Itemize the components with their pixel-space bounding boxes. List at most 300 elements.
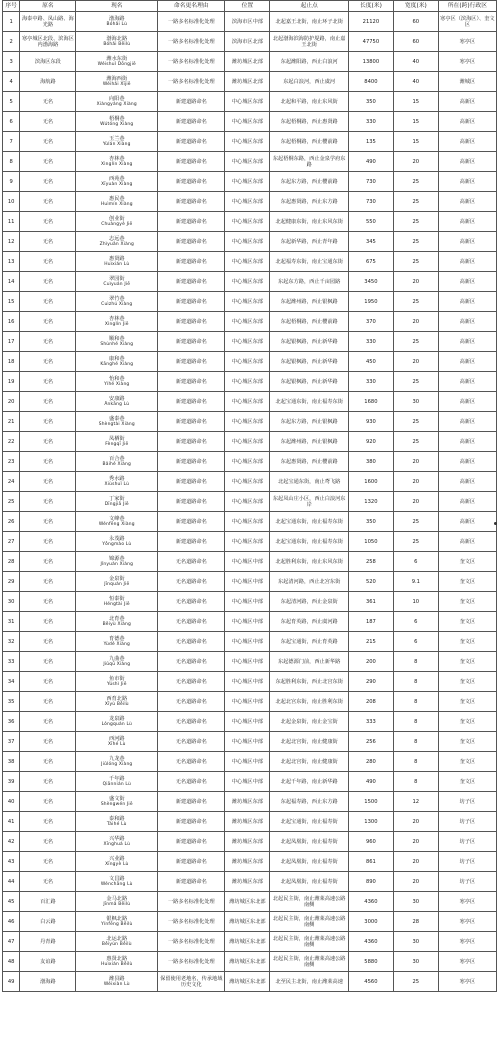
naming-reason-cell: 一路多名标准化处理 [158, 72, 225, 92]
current-name-pinyin: Wéixiàn Lù [103, 981, 130, 987]
header-cell: 位置 [225, 1, 270, 12]
current-name-hanzi: 翠园街 [109, 275, 125, 282]
current-name-hanzi: 秀水路 [109, 475, 125, 482]
current-name-pinyin: Xīyù Běilù [104, 701, 129, 707]
width-cell: 30 [393, 932, 438, 952]
current-name-cell [76, 772, 158, 792]
length-cell: 21120 [348, 12, 393, 32]
current-name-cell [76, 812, 158, 832]
current-name-pinyin: Huìxián Běilù [101, 961, 133, 967]
current-name-pinyin: Jīnquán Jiē [104, 581, 130, 587]
length-cell: 47750 [348, 32, 393, 52]
current-name-cell [76, 92, 158, 112]
naming-reason-cell: 一路多名标准化处理 [158, 932, 225, 952]
current-name-pinyin: Yǒngmào Lù [102, 541, 132, 547]
width-cell: 28 [393, 912, 438, 932]
original-name-cell: 无名 [20, 772, 76, 792]
location-cell: 中心城区中部 [225, 752, 270, 772]
start-end-cell: 北起宝通东街，南止福寿东街 [270, 512, 349, 532]
length-cell: 215 [348, 632, 393, 652]
naming-reason-cell: 新建道路命名 [158, 532, 225, 552]
start-end-cell: 北起福寿东街，南止宝通东街 [270, 252, 349, 272]
start-end-cell: 北起北宫东街，南止胜利东街 [270, 692, 349, 712]
row-number-cell: 49 [3, 972, 20, 992]
naming-reason-cell: 新建道路命名 [158, 512, 225, 532]
row-number-cell: 6 [3, 112, 20, 132]
current-name-cell [76, 872, 158, 892]
current-name-hanzi: 怡和巷 [109, 375, 125, 382]
header-cell: 所在(跨)行政区 [438, 1, 496, 12]
current-name-hanzi: 九龙巷 [109, 755, 125, 762]
current-name-pinyin: Yùlán Xiàng [102, 141, 131, 147]
row-number-cell: 3 [3, 52, 20, 72]
length-cell: 1050 [348, 532, 393, 552]
width-cell: 20 [393, 352, 438, 372]
start-end-cell: 东起东方路，西止银枫路 [270, 412, 349, 432]
start-end-cell: 东起德源门前，西止新华路 [270, 652, 349, 672]
row-number-cell: 46 [3, 912, 20, 932]
start-end-cell: 东起白浪河，西止虞河 [270, 72, 349, 92]
start-end-cell: 东起银枫路，西止新华路 [270, 352, 349, 372]
current-name-pinyin: Xīngyè Lù [105, 861, 129, 867]
table-row [3, 212, 497, 232]
current-name-hanzi: 梧桐巷 [109, 115, 125, 122]
width-cell: 20 [393, 872, 438, 892]
current-name-cell [76, 232, 158, 252]
length-cell: 1680 [348, 392, 393, 412]
length-cell: 450 [348, 352, 393, 372]
current-name-hanzi: 康和巷 [109, 355, 125, 362]
current-name-cell [76, 792, 158, 812]
current-name-cell [76, 592, 158, 612]
current-name-pinyin: Lóngquán Lù [101, 721, 132, 727]
district-cell: 寒亭区（滨海区）、奎文区 [438, 12, 496, 32]
length-cell: 1950 [348, 292, 393, 312]
naming-reason-cell: 无名道路命名 [158, 592, 225, 612]
table-row [3, 752, 497, 772]
naming-reason-cell: 无名道路命名 [158, 632, 225, 652]
start-end-cell: 东起东方路，西止千亩园路 [270, 272, 349, 292]
district-cell: 寒亭区 [438, 892, 496, 912]
current-name-pinyin: Jiǔlóng Xiàng [101, 761, 133, 767]
current-name-hanzi: 银枫北路 [106, 915, 128, 922]
current-name-pinyin: Yúshì Jiē [106, 681, 127, 687]
current-name-hanzi: 向阳巷 [109, 95, 125, 102]
current-name-cell [76, 852, 158, 872]
district-cell: 坊子区 [438, 872, 496, 892]
current-name-pinyin: Tàihé Lù [106, 821, 127, 827]
length-cell: 1300 [348, 812, 393, 832]
original-name-cell: 无名 [20, 812, 76, 832]
naming-reason-cell: 新建道路命名 [158, 792, 225, 812]
current-name-pinyin: Jǐnyuán Xiàng [100, 561, 134, 567]
district-cell: 高新区 [438, 192, 496, 212]
naming-reason-cell: 新建道路命名 [158, 352, 225, 372]
original-name-cell: 无名 [20, 92, 76, 112]
naming-reason-cell: 新建道路命名 [158, 112, 225, 132]
current-name-hanzi: 九曲巷 [109, 655, 125, 662]
width-cell: 30 [393, 892, 438, 912]
original-name-cell: 无名 [20, 492, 76, 512]
original-name-cell: 无名 [20, 352, 76, 372]
district-cell: 坊子区 [438, 832, 496, 852]
current-name-pinyin: Xiàngyáng Xiàng [96, 101, 137, 107]
start-end-cell: 东起凤山庄小区，西止白浪河东岸 [270, 492, 349, 512]
district-cell: 寒亭区 [438, 972, 496, 992]
district-cell: 高新区 [438, 472, 496, 492]
width-cell: 25 [393, 232, 438, 252]
original-name-cell: 无名 [20, 712, 76, 732]
width-cell: 15 [393, 92, 438, 112]
district-cell: 高新区 [438, 312, 496, 332]
current-name-hanzi: 盛文街 [109, 795, 125, 802]
row-number-cell: 38 [3, 752, 20, 772]
width-cell: 20 [393, 812, 438, 832]
district-cell: 奎文区 [438, 692, 496, 712]
row-number-cell: 45 [3, 892, 20, 912]
current-name-cell [76, 152, 158, 172]
row-number-cell: 37 [3, 732, 20, 752]
original-name-cell: 无名 [20, 152, 76, 172]
table-row [3, 232, 497, 252]
current-name-pinyin: Wútóng Xiàng [100, 121, 134, 127]
location-cell: 中心城区东部 [225, 272, 270, 292]
table-row [3, 112, 497, 132]
row-number-cell: 19 [3, 372, 20, 392]
original-name-cell: 无名 [20, 532, 76, 552]
original-name-cell: 海泰中路、凤山路、海光路 [20, 12, 76, 32]
naming-reason-cell: 新建道路命名 [158, 372, 225, 392]
current-name-hanzi: 惠贤北路 [106, 955, 128, 962]
original-name-cell: 无名 [20, 432, 76, 452]
row-number-cell: 39 [3, 772, 20, 792]
width-cell: 25 [393, 212, 438, 232]
length-cell: 8400 [348, 72, 393, 92]
location-cell: 中心城区东部 [225, 132, 270, 152]
location-cell: 中心城区中部 [225, 592, 270, 612]
current-name-hanzi: 龙泉路 [109, 715, 125, 722]
length-cell: 3000 [348, 912, 393, 932]
naming-reason-cell: 无名道路命名 [158, 692, 225, 712]
width-cell: 25 [393, 432, 438, 452]
current-name-pinyin: Chuàngyè Jiē [101, 221, 133, 227]
current-name-hanzi: 文昌路 [109, 875, 125, 882]
start-end-cell: 东起育英路，西止虞河路 [270, 612, 349, 632]
original-name-cell: 无名 [20, 452, 76, 472]
length-cell: 890 [348, 872, 393, 892]
district-cell: 奎文区 [438, 632, 496, 652]
table-row [3, 332, 497, 352]
width-cell: 8 [393, 692, 438, 712]
current-name-pinyin: Yùdé Xiàng [103, 641, 130, 647]
district-cell: 高新区 [438, 172, 496, 192]
current-name-pinyin: Yíhé Xiàng [104, 381, 130, 387]
table-row [3, 812, 497, 832]
location-cell: 中心城区东部 [225, 412, 270, 432]
location-cell: 潍坊城区东北部 [225, 892, 270, 912]
table-row [3, 72, 497, 92]
header-cell: 起止点 [270, 1, 349, 12]
width-cell: 20 [393, 492, 438, 512]
start-end-cell: 东起银枫路，西止新华路 [270, 372, 349, 392]
table-row [3, 92, 497, 112]
district-cell: 奎文区 [438, 612, 496, 632]
table-row [3, 52, 497, 72]
row-number-cell: 22 [3, 432, 20, 452]
naming-reason-cell: 无名道路命名 [158, 552, 225, 572]
row-number-cell: 25 [3, 492, 20, 512]
current-name-cell [76, 52, 158, 72]
start-end-cell: 北起宝通街，南止福寿街 [270, 812, 349, 832]
naming-reason-cell: 新建道路命名 [158, 812, 225, 832]
current-name-hanzi: 渤海路 [109, 15, 125, 22]
location-cell: 中心城区东部 [225, 172, 270, 192]
location-cell: 中心城区东部 [225, 192, 270, 212]
current-name-cell [76, 432, 158, 452]
table-row [3, 472, 497, 492]
start-end-cell: 北起宝通东街，南止鸢飞路 [270, 472, 349, 492]
district-cell: 坊子区 [438, 792, 496, 812]
length-cell: 187 [348, 612, 393, 632]
table-row [3, 972, 497, 992]
table-row [3, 432, 497, 452]
table-row [3, 872, 497, 892]
row-number-cell: 10 [3, 192, 20, 212]
naming-reason-cell: 新建道路命名 [158, 412, 225, 432]
district-cell: 坊子区 [438, 812, 496, 832]
length-cell: 333 [348, 712, 393, 732]
row-number-cell: 16 [3, 312, 20, 332]
district-cell: 高新区 [438, 392, 496, 412]
start-end-cell: 北起民主街，南止潍莱高速公路南侧 [270, 912, 349, 932]
current-name-cell [76, 732, 158, 752]
district-cell: 高新区 [438, 412, 496, 432]
current-name-cell [76, 412, 158, 432]
length-cell: 5880 [348, 952, 393, 972]
table-row [3, 772, 497, 792]
width-cell: 12 [393, 792, 438, 812]
current-name-pinyin: Běiyù Xiàng [102, 621, 131, 627]
row-number-cell: 13 [3, 252, 20, 272]
start-end-cell: 北起胜利东街，南止东风东街 [270, 552, 349, 572]
row-number-cell: 17 [3, 332, 20, 352]
original-name-cell: 无名 [20, 292, 76, 312]
naming-reason-cell: 新建道路命名 [158, 852, 225, 872]
current-name-hanzi: 西苑巷 [109, 175, 125, 182]
row-number-cell: 29 [3, 572, 20, 592]
table-row [3, 632, 497, 652]
current-name-cell [76, 32, 158, 52]
location-cell: 中心城区东部 [225, 212, 270, 232]
district-cell: 高新区 [438, 452, 496, 472]
length-cell: 730 [348, 172, 393, 192]
location-cell: 中心城区中部 [225, 772, 270, 792]
current-name-cell [76, 752, 158, 772]
district-cell: 奎文区 [438, 732, 496, 752]
current-name-hanzi: 文峰巷 [109, 515, 125, 522]
length-cell: 345 [348, 232, 393, 252]
width-cell: 20 [393, 152, 438, 172]
district-cell: 高新区 [438, 352, 496, 372]
table-row [3, 12, 497, 32]
original-name-cell: 友谊路 [20, 952, 76, 972]
width-cell: 20 [393, 272, 438, 292]
row-number-cell: 11 [3, 212, 20, 232]
table-row [3, 612, 497, 632]
current-name-pinyin: Zhìyuǎn Xiàng [99, 241, 134, 247]
current-name-cell [76, 832, 158, 852]
original-name-cell: 海航路 [20, 72, 76, 92]
district-cell: 寒亭区 [438, 932, 496, 952]
length-cell: 135 [348, 132, 393, 152]
current-name-cell [76, 372, 158, 392]
original-name-cell: 百汇路 [20, 892, 76, 912]
length-cell: 730 [348, 192, 393, 212]
current-name-pinyin: Xiùshuǐ Lù [104, 481, 130, 487]
row-number-cell: 31 [3, 612, 20, 632]
current-name-hanzi: 鱼市街 [109, 675, 125, 682]
location-cell: 潍坊城区东北部 [225, 912, 270, 932]
district-cell: 高新区 [438, 332, 496, 352]
location-cell: 中心城区东部 [225, 112, 270, 132]
table-row [3, 252, 497, 272]
row-number-cell: 20 [3, 392, 20, 412]
current-name-hanzi: 恒泰街 [109, 595, 125, 602]
district-cell: 奎文区 [438, 572, 496, 592]
location-cell: 中心城区东部 [225, 292, 270, 312]
row-number-cell: 34 [3, 672, 20, 692]
original-name-cell: 无名 [20, 752, 76, 772]
district-cell: 潍城区 [438, 72, 496, 92]
naming-reason-cell: 一路多名标准化处理 [158, 12, 225, 32]
current-name-pinyin: Shùnhé Xiàng [100, 341, 134, 347]
row-number-cell: 21 [3, 412, 20, 432]
current-name-cell [76, 392, 158, 412]
location-cell: 中心城区东部 [225, 352, 270, 372]
row-number-cell: 1 [3, 12, 20, 32]
original-name-cell: 无名 [20, 592, 76, 612]
current-name-pinyin: Bǎihé Xiàng [102, 461, 132, 467]
current-name-cell [76, 512, 158, 532]
original-name-cell: 无名 [20, 692, 76, 712]
table-row [3, 392, 497, 412]
current-name-cell [76, 212, 158, 232]
current-name-hanzi: 金马北路 [106, 895, 128, 902]
district-cell: 高新区 [438, 232, 496, 252]
current-name-pinyin: Ānkāng Lù [104, 401, 130, 407]
current-name-cell [76, 972, 158, 992]
table-row [3, 32, 497, 52]
original-name-cell: 渤海路 [20, 972, 76, 992]
original-name-cell: 无名 [20, 472, 76, 492]
naming-reason-cell: 一路多名标准化处理 [158, 32, 225, 52]
width-cell: 30 [393, 392, 438, 412]
start-end-cell: 东起清河路，西止金泉街 [270, 592, 349, 612]
naming-reason-cell: 新建道路命名 [158, 252, 225, 272]
original-name-cell: 无名 [20, 212, 76, 232]
width-cell: 20 [393, 312, 438, 332]
district-cell: 高新区 [438, 372, 496, 392]
width-cell: 40 [393, 72, 438, 92]
start-end-cell: 北至民主北街，南止潍莱高速 [270, 972, 349, 992]
current-name-cell [76, 632, 158, 652]
current-name-hanzi: 金泉街 [109, 575, 125, 582]
current-name-hanzi: 泰和路 [109, 815, 125, 822]
district-cell: 高新区 [438, 432, 496, 452]
width-cell: 25 [393, 172, 438, 192]
district-cell: 高新区 [438, 112, 496, 132]
original-name-cell: 无名 [20, 612, 76, 632]
table-row [3, 852, 497, 872]
location-cell: 中心城区东部 [225, 392, 270, 412]
row-number-cell: 35 [3, 692, 20, 712]
length-cell: 200 [348, 652, 393, 672]
current-name-pinyin: Wéihǎi Xījiē [102, 81, 131, 87]
naming-reason-cell: 新建道路命名 [158, 392, 225, 412]
row-number-cell: 44 [3, 872, 20, 892]
location-cell: 中心城区中部 [225, 712, 270, 732]
original-name-cell: 寒亭城区北段、滨海区内渤海路 [20, 32, 76, 52]
current-name-cell [76, 112, 158, 132]
current-name-cell [76, 312, 158, 332]
location-cell: 中心城区东部 [225, 252, 270, 272]
start-end-cell: 北起凤凰街，南止福寿街 [270, 832, 349, 852]
edge-dot [494, 522, 497, 525]
length-cell: 1600 [348, 472, 393, 492]
start-end-cell: 北起北宫街，南止健康街 [270, 732, 349, 752]
width-cell: 8 [393, 712, 438, 732]
table-row [3, 452, 497, 472]
length-cell: 960 [348, 832, 393, 852]
current-name-pinyin: Kānghé Xiàng [100, 361, 134, 367]
length-cell: 920 [348, 432, 393, 452]
original-name-cell: 无名 [20, 512, 76, 532]
current-name-hanzi: 渤海北路 [106, 35, 128, 42]
naming-reason-cell: 新建道路命名 [158, 132, 225, 152]
row-number-cell: 41 [3, 812, 20, 832]
length-cell: 330 [348, 112, 393, 132]
table-row [3, 352, 497, 372]
location-cell: 潍坊城区东北部 [225, 932, 270, 952]
width-cell: 25 [393, 192, 438, 212]
current-name-pinyin: Shèngwén Jiē [100, 801, 133, 807]
start-end-cell: 北起健康东街，南止东风东街 [270, 212, 349, 232]
district-cell: 奎文区 [438, 712, 496, 732]
original-name-cell: 无名 [20, 552, 76, 572]
table-row [3, 492, 497, 512]
width-cell: 8 [393, 672, 438, 692]
length-cell: 490 [348, 152, 393, 172]
length-cell: 350 [348, 92, 393, 112]
naming-reason-cell: 无名道路命名 [158, 612, 225, 632]
location-cell: 中心城区东部 [225, 512, 270, 532]
start-end-cell: 东起惠贤路，西止东方路 [270, 192, 349, 212]
district-cell: 寒亭区 [438, 952, 496, 972]
location-cell: 中心城区东部 [225, 472, 270, 492]
row-number-cell: 7 [3, 132, 20, 152]
table-row [3, 172, 497, 192]
location-cell: 中心城区东部 [225, 532, 270, 552]
start-end-cell: 东起东方路，西止樱前路 [270, 172, 349, 192]
start-end-cell: 东起梧桐东路，西止金泉学府东路 [270, 152, 349, 172]
length-cell: 13800 [348, 52, 393, 72]
location-cell: 中心城区东部 [225, 232, 270, 252]
current-name-hanzi: 永茂路 [109, 535, 125, 542]
table-row [3, 732, 497, 752]
naming-reason-cell: 一路多名标准化处理 [158, 912, 225, 932]
naming-reason-cell: 无名道路命名 [158, 732, 225, 752]
length-cell: 280 [348, 752, 393, 772]
